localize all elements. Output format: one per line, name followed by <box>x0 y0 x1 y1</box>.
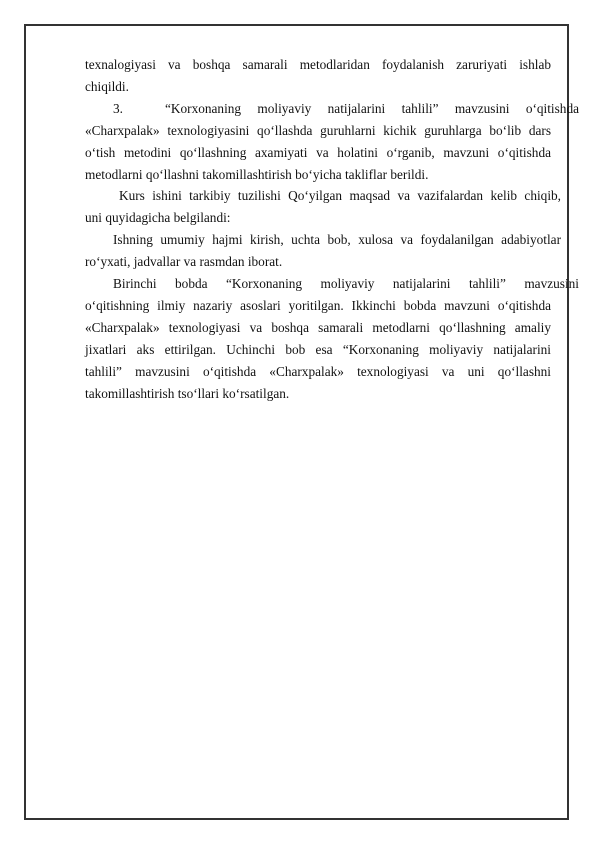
text-line: “Korxonaning moliyaviy natijalarini tahlili” mavzusini o‘qitishda <box>165 100 579 116</box>
text-line: o‘tish metodini qo‘llashning axamiyati va holatini o‘rganib, mavzuni o‘qitishda <box>85 144 551 160</box>
text-line: chiqildi. <box>85 78 129 94</box>
text-line: o‘qitishning ilmiy nazariy asoslari yoritilgan. Ikkinchi bobda mavzuni o‘qitishda <box>85 297 551 313</box>
text-line: «Charxpalak» texnologiyasini qo‘llashda guruhlarni kichik guruhlarga bo‘lib dars <box>85 122 551 138</box>
text-line: uni quyidagicha belgilandi: <box>85 210 231 226</box>
text-line: metodlarni qo‘llashni takomillashtirish bo‘yicha takliflar berildi. <box>85 166 429 182</box>
text-line: texnalogiyasi va boshqa samarali metodlaridan foydalanish zaruriyati ishlab <box>85 57 551 72</box>
paragraph-structure <box>85 185 561 229</box>
list-number: 3. <box>113 100 123 116</box>
text-line: takomillashtirish tso‘llari ko‘rsatilgan. <box>85 385 290 401</box>
paragraph-chapters <box>85 273 579 404</box>
paragraph-volume <box>85 229 561 273</box>
text-line: Birinchi bobda “Korxonaning moliyaviy natijalarini tahlili” mavzusini <box>113 276 579 292</box>
text-line: «Charxpalak» texnologiyasi va boshqa samarali metodlarni qo‘llashning amaliy <box>85 319 551 335</box>
text-line: tahlili” mavzusini o‘qitishda «Charxpalak» texnologiyasi va uni qo‘llashni <box>85 363 551 379</box>
paragraph-conclusion-2 <box>85 54 561 98</box>
document-body <box>85 54 579 405</box>
text-line: ro‘yxati, jadvallar va rasmdan iborat. <box>85 254 283 270</box>
paragraph-conclusion-3 <box>85 98 579 186</box>
text-line: Kurs ishini tarkibiy tuzilishi Qo‘yilgan maqsad va vazifalardan kelib chiqib, <box>119 188 561 204</box>
text-line-numbered <box>85 98 579 120</box>
text-line: jixatlari aks ettirilgan. Uchinchi bob esa “Korxonaning moliyaviy natijalarini <box>85 341 551 357</box>
text-line: Ishning umumiy hajmi kirish, uchta bob, xulosa va foydalanilgan adabiyotlar <box>113 232 561 248</box>
